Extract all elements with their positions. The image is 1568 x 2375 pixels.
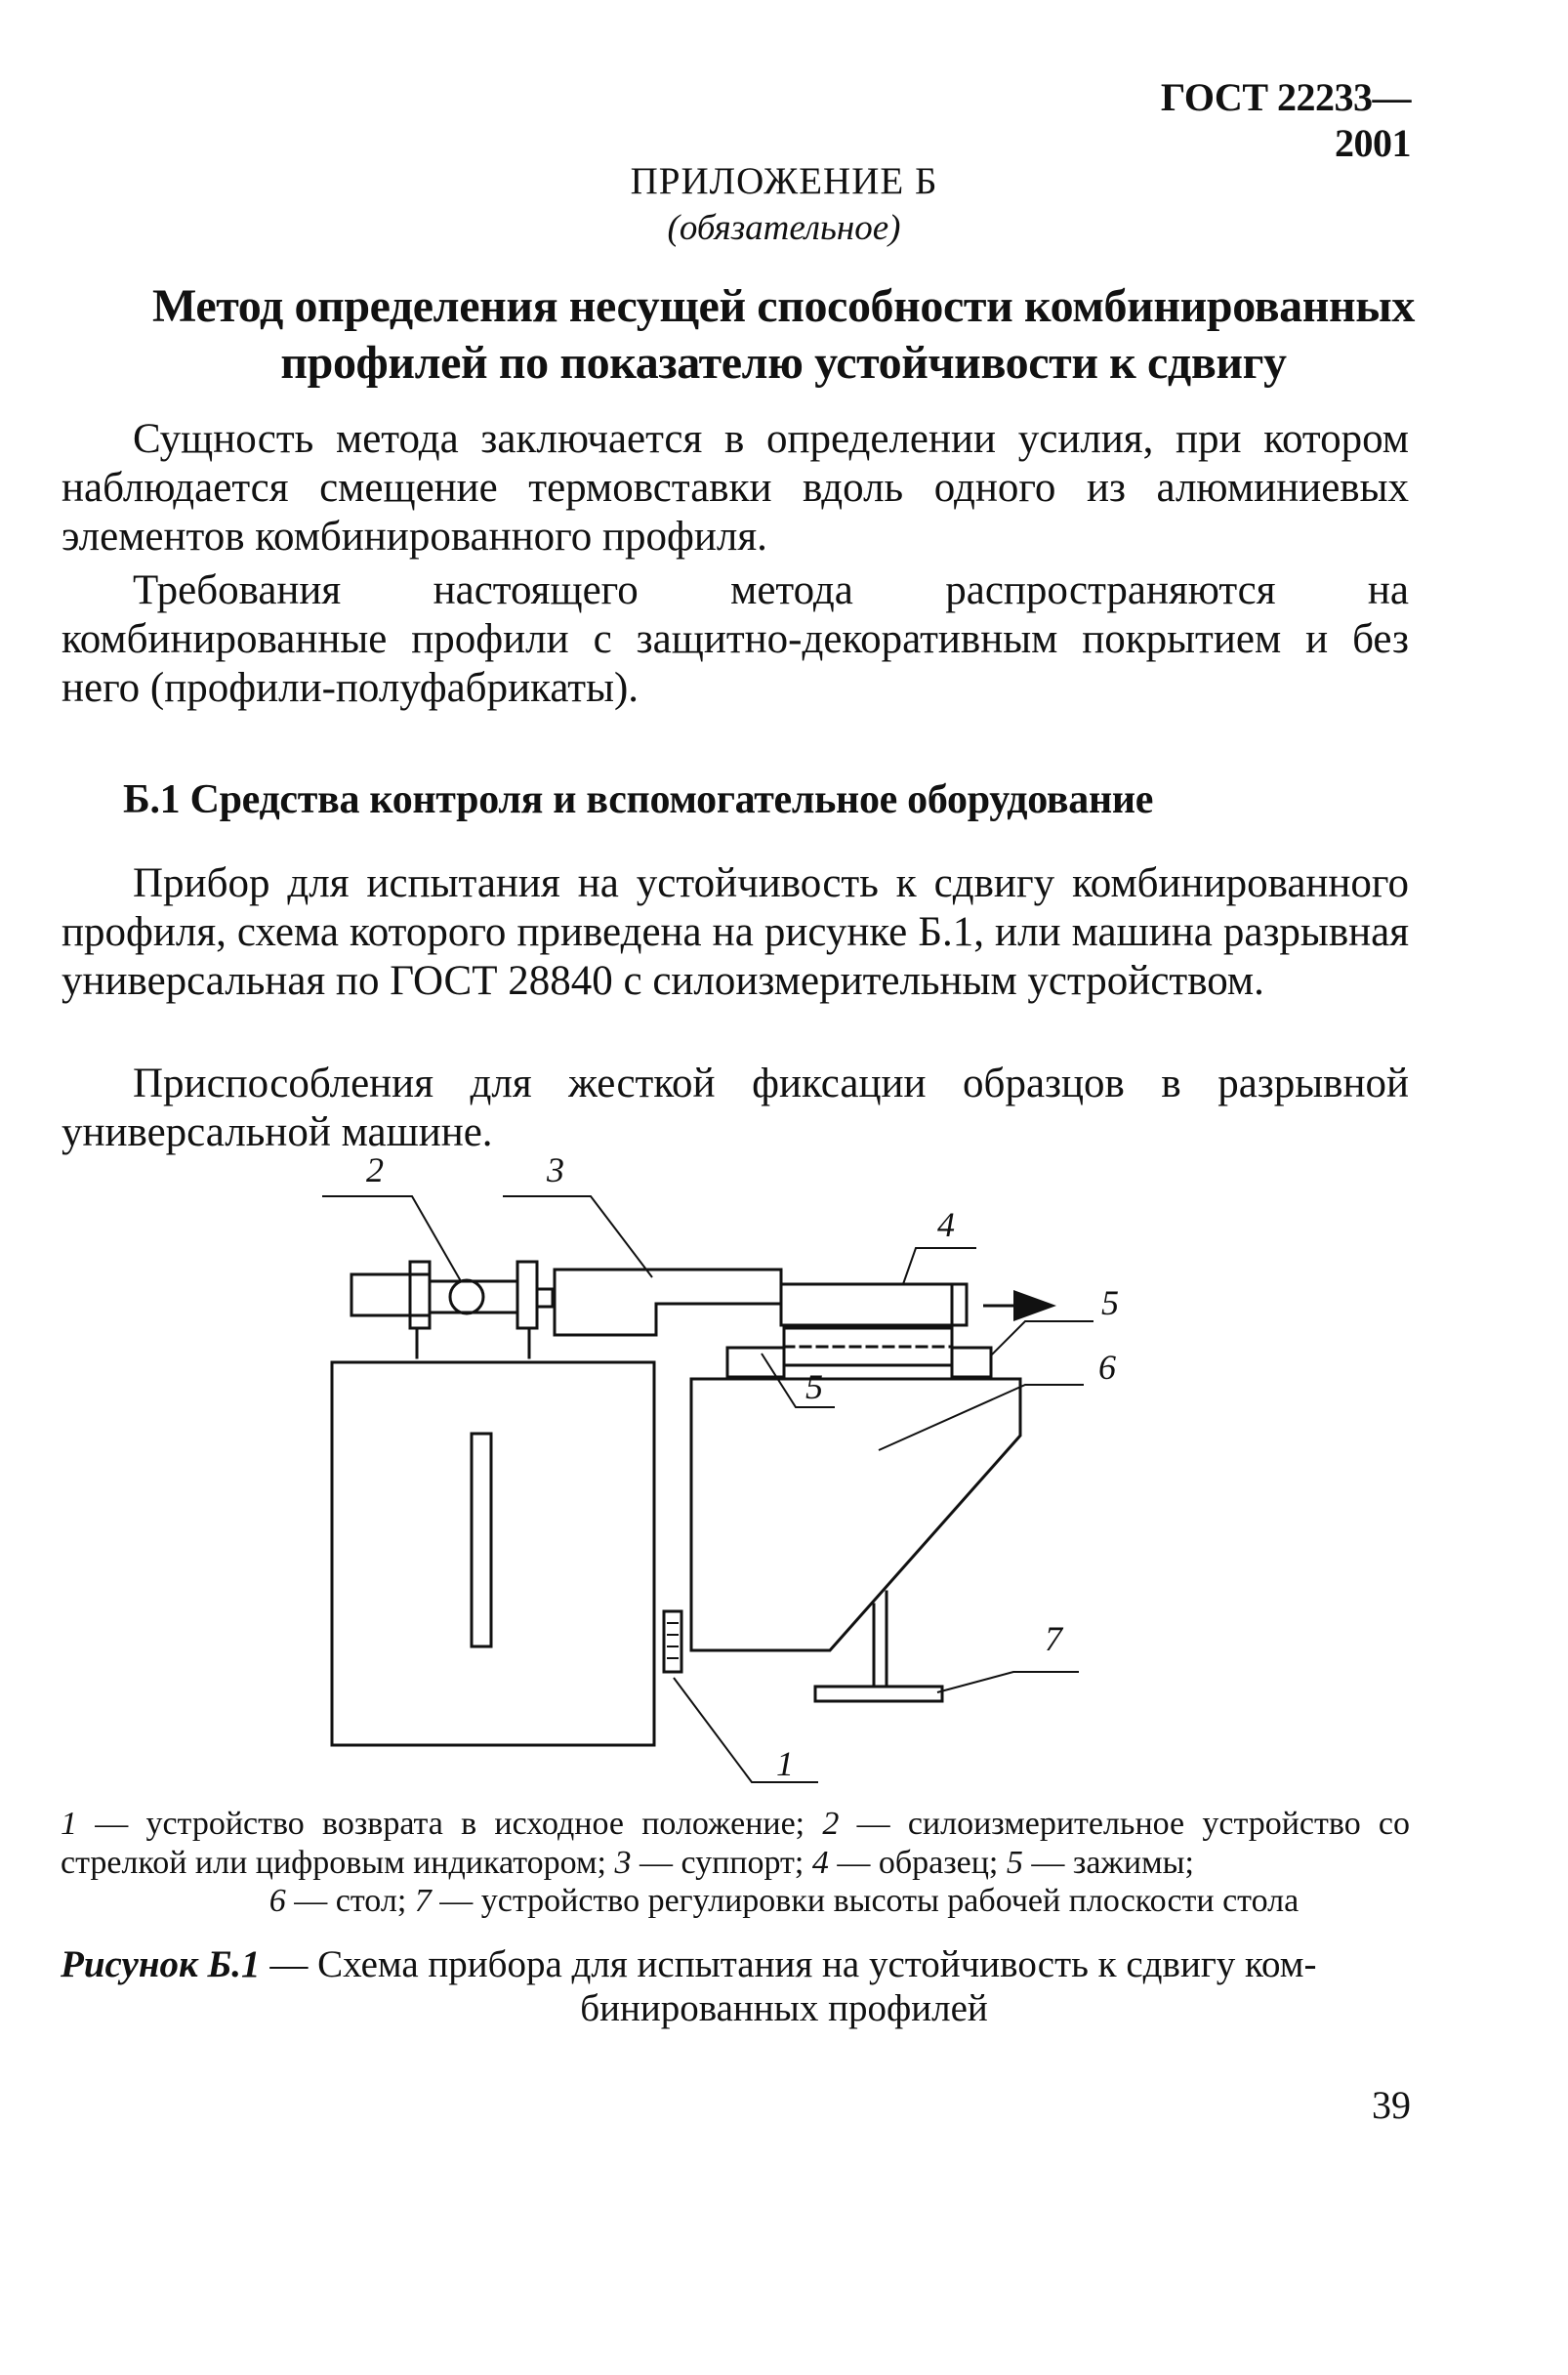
sensor-housing (351, 1274, 430, 1315)
callout-line-7 (937, 1672, 1079, 1692)
carriage-support (555, 1270, 781, 1335)
legend-text-4: — образец; (837, 1845, 999, 1881)
callout-4: 4 (937, 1205, 955, 1244)
legend-text-2: — силоизмерительное устройство со стрелкой или цифровым индикатором; (61, 1806, 1411, 1881)
callout-line-2 (322, 1196, 461, 1281)
specimen (781, 1284, 967, 1325)
legend-number-5: 5 (1006, 1845, 1023, 1881)
appendix-subtitle: (обязательное) (667, 208, 901, 248)
legend-number-2: 2 (822, 1806, 840, 1842)
appendix-title: ПРИЛОЖЕНИЕ Б (630, 160, 938, 202)
movement-arrow-icon (1013, 1290, 1056, 1321)
left-post-clamp (410, 1262, 430, 1328)
page-number: 39 (1372, 2083, 1411, 2127)
legend-text-7: — устройство регулировки высоты рабочей плоскости стола (439, 1883, 1300, 1919)
height-adjust-base (815, 1687, 942, 1701)
callout-3: 3 (547, 1150, 564, 1189)
callout-1: 1 (776, 1744, 794, 1783)
legend-number-6: 6 (268, 1883, 286, 1919)
callout-5-right: 5 (1101, 1283, 1119, 1322)
legend-number-4: 4 (811, 1845, 829, 1881)
figure-caption-label: Рисунок Б.1 (61, 1943, 261, 1985)
left-clamp (727, 1348, 784, 1377)
callout-line-4 (903, 1248, 976, 1284)
standard-code: ГОСТ 22233—2001 (1160, 75, 1411, 165)
callout-line-3 (503, 1196, 652, 1277)
callout-5-left: 5 (805, 1367, 823, 1406)
table (691, 1379, 1020, 1650)
test-device-paragraph: Прибор для испытания на устойчивость к сдвигу комбинированного профиля, схема которого приведена на рисунке Б.1, или машина разрывная универсальная по ГОСТ 28840 с силоизмерительным устройством. (62, 860, 1409, 1004)
figure-legend-last-line (0, 1883, 1568, 1920)
method-essence-paragraph: Сущность метода заключается в определении усилия, при котором наблюдается смещение термовставки вдоль одного из алюминиевых элементов комбинированного профиля. (62, 416, 1409, 560)
return-device-body (332, 1362, 654, 1745)
legend-text-1: — устройство возврата в исходное положение; (95, 1806, 805, 1842)
figure-b1-diagram (303, 1143, 1181, 1826)
legend-text-6: — стол; (294, 1883, 407, 1919)
callout-2: 2 (366, 1150, 384, 1189)
figure-caption (61, 1943, 1410, 1986)
legend-number-3: 3 (614, 1845, 632, 1881)
legend-number-1: 1 (61, 1806, 77, 1842)
method-title: Метод определения несущей способности комбинированных профилей по показателю устойчивости к сдвигу (152, 280, 1415, 389)
figure-legend (61, 1805, 1410, 1883)
callout-line-6 (879, 1385, 1084, 1450)
fixture-paragraph: Приспособления для жесткой фиксации образцов в разрывной универсальной машине. (62, 1061, 1409, 1155)
legend-text-3: — суппорт; (639, 1845, 805, 1881)
method-scope-paragraph: Требования настоящего метода распространяются на комбинированные профили с защитно-декоративным покрытием и без него (профили-полуфабрикаты). (62, 567, 1409, 711)
callout-line-1 (674, 1678, 818, 1782)
legend-number-7: 7 (414, 1883, 432, 1919)
right-post-clamp (517, 1262, 537, 1328)
force-gauge-dial (450, 1280, 483, 1313)
callout-7: 7 (1045, 1619, 1062, 1658)
callout-6: 6 (1098, 1348, 1116, 1387)
figure-caption-continuation: бинированных профилей (580, 1987, 988, 2029)
figure-caption-text: — Схема прибора для испытания на устойчивость к сдвигу ком- (269, 1943, 1317, 1985)
scale-slot (472, 1434, 491, 1646)
right-clamp (952, 1348, 991, 1377)
return-indicator (664, 1611, 681, 1672)
legend-text-5: — зажимы; (1031, 1845, 1194, 1881)
section-heading: Б.1 Средства контроля и вспомогательное оборудование (123, 777, 1154, 822)
apparatus-schematic (303, 1143, 1181, 1826)
callout-line-5-right (991, 1321, 1093, 1355)
